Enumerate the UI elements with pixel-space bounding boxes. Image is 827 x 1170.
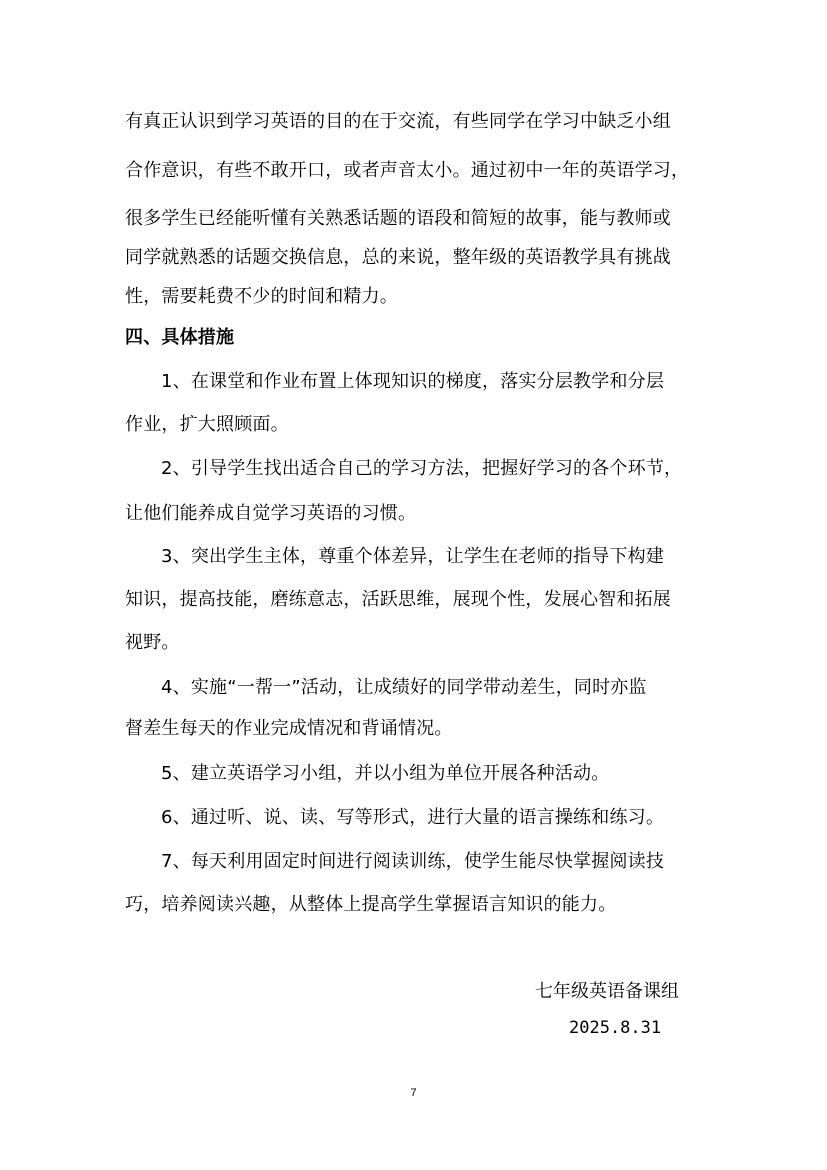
measure-7-line-1: 7、每天利用固定时间进行阅读训练，使学生能尽快掌握阅读技 [161, 851, 665, 872]
measure-4-line-1: 4、实施“一帮一”活动，让成绩好的同学带动差生，同时亦监 [161, 677, 647, 698]
measure-7-line-2: 巧，培养阅读兴趣，从整体上提高学生掌握语言知识的能力。 [125, 894, 617, 915]
measure-1-line-1: 1、在课堂和作业布置上体现知识的梯度，落实分层教学和分层 [161, 371, 665, 392]
page-number: 7 [410, 1087, 417, 1099]
measure-2-line-2: 让他们能养成自觉学习英语的习惯。 [125, 503, 417, 524]
measure-4-line-2: 督差生每天的作业完成情况和背诵情况。 [125, 718, 453, 739]
intro-line-1: 有真正认识到学习英语的目的在于交流，有些同学在学习中缺乏小组 [125, 111, 671, 132]
signature-date: 2025.8.31 [569, 1018, 662, 1038]
measure-3-line-2: 知识，提高技能，磨练意志，活跃思维，展现个性，发展心智和拓展 [125, 589, 671, 610]
intro-line-4: 同学就熟悉的话题交换信息，总的来说，整年级的英语教学具有挑战 [125, 247, 671, 268]
section-heading: 四、具体措施 [125, 327, 235, 348]
intro-line-2: 合作意识，有些不敢开口，或者声音太小。通过初中一年的英语学习， [125, 160, 690, 181]
measure-1-line-2: 作业，扩大照顾面。 [125, 414, 289, 435]
measure-2-line-1: 2、引导学生找出适合自己的学习方法，把握好学习的各个环节， [161, 458, 683, 479]
signature-group: 七年级英语备课组 [535, 981, 679, 1002]
measure-5: 5、建立英语学习小组，并以小组为单位开展各种活动。 [161, 763, 610, 784]
intro-line-5: 性，需要耗费不少的时间和精力。 [125, 286, 398, 307]
measure-6: 6、通过听、说、读、写等形式，进行大量的语言操练和练习。 [161, 807, 665, 828]
measure-3-line-1: 3、突出学生主体，尊重个体差异，让学生在老师的指导下构建 [161, 546, 665, 567]
measure-3-line-3: 视野。 [125, 632, 180, 653]
intro-line-3: 很多学生已经能听懂有关熟悉话题的语段和简短的故事，能与教师或 [125, 208, 671, 229]
